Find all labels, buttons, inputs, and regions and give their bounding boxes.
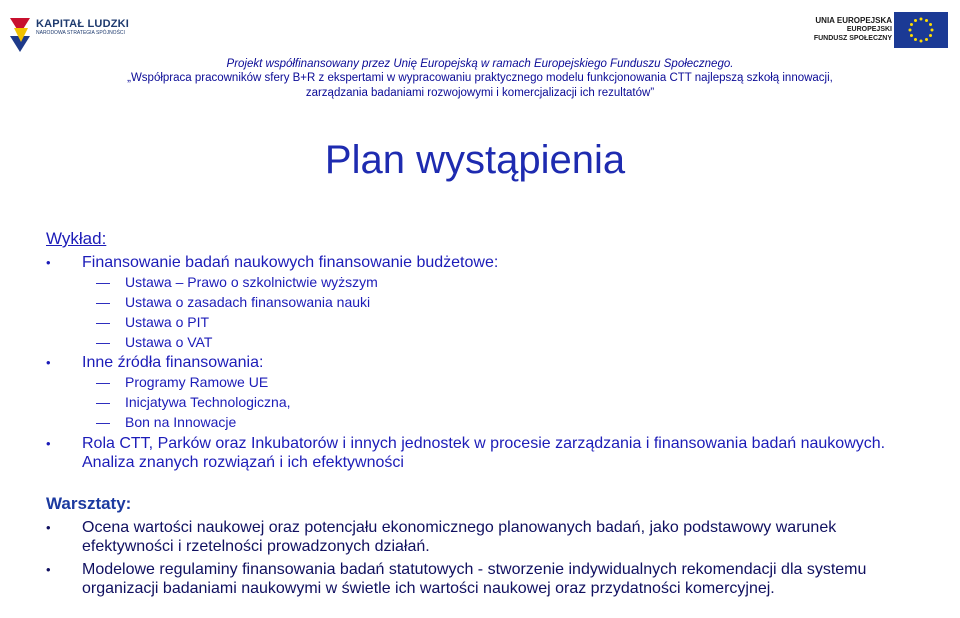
lecture-subitem bbox=[46, 372, 926, 392]
eu-flag-icon bbox=[894, 12, 948, 48]
lecture-subitem bbox=[46, 332, 926, 352]
lecture-subitem bbox=[46, 272, 926, 292]
lecture-item bbox=[46, 353, 926, 372]
lecture-subitem-text: Programy Ramowe UE bbox=[125, 374, 269, 390]
eu-star-icon bbox=[920, 18, 923, 21]
eu-star-icon bbox=[929, 23, 932, 26]
eu-line-1: UNIA EUROPEJSKA bbox=[815, 16, 892, 25]
slide-content bbox=[46, 229, 926, 598]
project-name-line-1: „Współpraca pracowników sfery B+R z ekspertami w wypracowaniu praktycznego modelu funkcjonowania CTT najlepszą szkołą innowacji, bbox=[127, 72, 833, 84]
dash-icon: — bbox=[96, 374, 110, 390]
lecture-item-text: Rola CTT, Parków oraz Inkubatorów i innych jednostek w procesie zarządzania i finansowania badań naukowych. Analiza znanych rozwiązań i ich efektywności bbox=[82, 435, 886, 471]
lecture-subitem-text: Ustawa – Prawo o szkolnictwie wyższym bbox=[125, 274, 378, 290]
eu-star-icon bbox=[914, 19, 917, 22]
lecture-subitem-text: Bon na Innowacje bbox=[125, 414, 237, 430]
lecture-item bbox=[46, 434, 922, 472]
workshop-item-text: Ocena wartości naukowej oraz potencjału ekonomicznego planowanych badań, jako podstawowy warunek efektywności i rzetelności prowadzonych działań. bbox=[82, 519, 837, 555]
eu-star-icon bbox=[914, 38, 917, 41]
lecture-subitem-text: Ustawa o zasadach finansowania nauki bbox=[125, 294, 371, 310]
eu-line-2: EUROPEJSKI bbox=[846, 26, 892, 33]
dash-icon: — bbox=[96, 334, 110, 350]
workshop-item bbox=[46, 560, 922, 598]
kapital-ludzki-subtitle: NARODOWA STRATEGIA SPÓJNOŚCI bbox=[36, 30, 125, 36]
bullet-icon: • bbox=[46, 436, 51, 451]
bullet-icon: • bbox=[46, 562, 51, 577]
bullet-icon: • bbox=[46, 520, 51, 535]
dash-icon: — bbox=[96, 414, 110, 430]
lecture-heading: Wykład: bbox=[46, 229, 107, 248]
project-name-line-2: zarządzania badaniami rozwojowymi i komercjalizacji ich rezultatów” bbox=[305, 87, 655, 99]
bullet-icon: • bbox=[46, 255, 51, 270]
eu-star-icon bbox=[925, 38, 928, 41]
eu-star-icon bbox=[920, 40, 923, 43]
eu-star-icon bbox=[910, 23, 913, 26]
lecture-subitem-text: Inicjatywa Technologiczna, bbox=[125, 394, 291, 410]
lecture-subitem-text: Ustawa o PIT bbox=[125, 314, 210, 330]
kapital-ludzki-logo bbox=[8, 14, 148, 58]
workshops-heading: Warsztaty: bbox=[46, 494, 132, 513]
bullet-icon: • bbox=[46, 355, 51, 370]
lecture-item bbox=[46, 253, 926, 272]
workshop-item-text: Modelowe regulaminy finansowania badań statutowych - stworzenie indywidualnych rekomendacji dla systemu organizacji badaniami naukowymi w świetle ich wartości naukowej oraz przydatności komercyjnej. bbox=[82, 561, 867, 597]
lecture-item-text: Finansowanie badań naukowych finansowanie budżetowe: bbox=[82, 254, 499, 271]
kapital-ludzki-emblem-icon bbox=[8, 14, 34, 54]
eu-star-icon bbox=[910, 34, 913, 37]
eu-line-3: FUNDUSZ SPOŁECZNY bbox=[813, 35, 892, 42]
project-funding-line: Projekt współfinansowany przez Unię Europejską w ramach Europejskiego Funduszu Społecznego. bbox=[226, 58, 734, 70]
eu-logo bbox=[808, 12, 952, 50]
dash-icon: — bbox=[96, 274, 110, 290]
eu-star-icon bbox=[931, 29, 934, 32]
lecture-subitem bbox=[46, 312, 926, 332]
lecture-subitem-text: Ustawa o VAT bbox=[125, 334, 213, 350]
dash-icon: — bbox=[96, 294, 110, 310]
dash-icon: — bbox=[96, 314, 110, 330]
lecture-subitem bbox=[46, 412, 926, 432]
workshop-item bbox=[46, 518, 922, 556]
kapital-ludzki-title: KAPITAŁ LUDZKI bbox=[36, 18, 130, 30]
lecture-item-text: Inne źródła finansowania: bbox=[82, 354, 264, 371]
slide-title: Plan wystąpienia bbox=[324, 138, 626, 182]
eu-star-icon bbox=[909, 29, 912, 32]
eu-star-icon bbox=[929, 34, 932, 37]
lecture-subitem bbox=[46, 292, 926, 312]
lecture-subitem bbox=[46, 392, 926, 412]
dash-icon: — bbox=[96, 394, 110, 410]
eu-star-icon bbox=[925, 19, 928, 22]
